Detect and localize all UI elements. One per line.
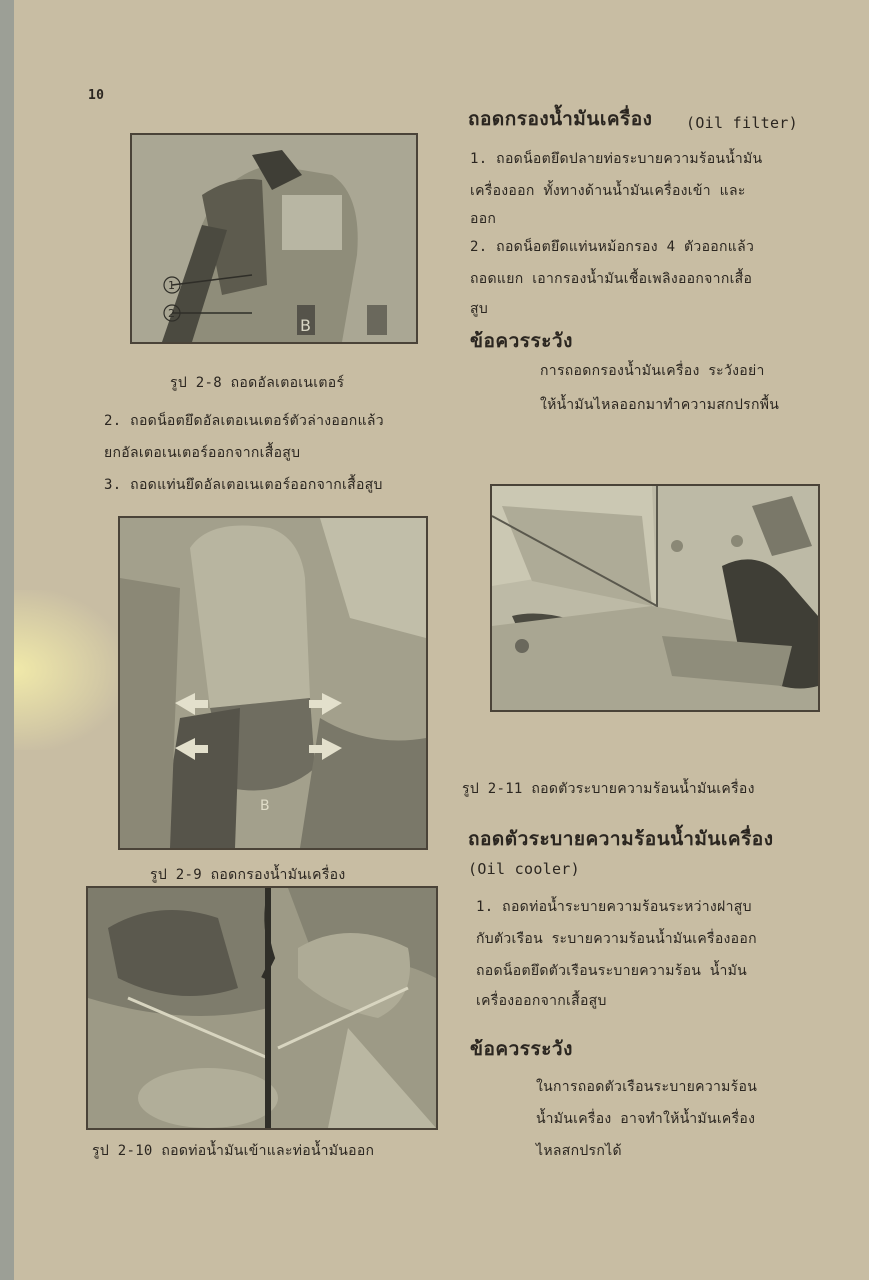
- oil-cooler-step-1-cont-2: ถอดน็อตยึดตัวเรือนระบายความร้อน น้ำมัน: [476, 963, 748, 979]
- oil-filter-step-2: 2. ถอดน็อตยึดแท่นหม้อกรอง 4 ตัวออกแล้ว: [470, 239, 755, 255]
- figure-2-8-label-2: 2: [168, 307, 175, 320]
- caution-heading-2: ข้อควรระวัง: [470, 1038, 573, 1060]
- figure-2-10-caption: รูป 2-10 ถอดท่อน้ำมันเข้าและท่อน้ำมันออก: [92, 1143, 375, 1159]
- light-glare: [14, 590, 124, 750]
- oil-filter-step-1-cont-1: เครื่องออก ทั้งทางด้านน้ำมันเครื่องเข้า และ: [470, 183, 746, 199]
- left-step-2-continued: ยกอัลเตอเนเตอร์ออกจากเสื้อสูบ: [104, 445, 301, 461]
- caution-heading-1: ข้อควรระวัง: [470, 330, 573, 352]
- book-spine-edge: [0, 0, 14, 1280]
- figure-2-9-caption: รูป 2-9 ถอดกรองน้ำมันเครื่อง: [150, 867, 346, 883]
- left-step-2: 2. ถอดน็อตยึดอัลเตอเนเตอร์ตัวล่างออกแล้ว: [104, 413, 384, 429]
- figure-2-11-caption: รูป 2-11 ถอดตัวระบายความร้อนน้ำมันเครื่อง: [462, 781, 755, 797]
- caution-2-line-3: ไหลสกปรกได้: [536, 1143, 622, 1159]
- oil-filter-step-1-cont-2: ออก: [470, 211, 497, 227]
- caution-2-line-2: น้ำมันเครื่อง อาจทำให้น้ำมันเครื่อง: [536, 1111, 756, 1127]
- figure-2-8-caption: รูป 2-8 ถอดอัลเตอเนเตอร์: [170, 375, 345, 391]
- figure-2-8-photo: [130, 133, 418, 344]
- figure-2-8-label-1: 1: [168, 279, 175, 292]
- oil-filter-step-2-cont-1: ถอดแยก เอากรองน้ำมันเชื้อเพลิงออกจากเสื้อ: [470, 271, 753, 287]
- oil-filter-step-2-cont-2: สูบ: [470, 301, 489, 317]
- oil-cooler-heading-en: (Oil cooler): [468, 860, 580, 878]
- oil-filter-heading: ถอดกรองน้ำมันเครื่อง: [468, 108, 653, 130]
- left-step-3: 3. ถอดแท่นยึดอัลเตอเนเตอร์ออกจากเสื้อสูบ: [104, 477, 383, 493]
- page-number: 10: [88, 88, 105, 103]
- figure-2-9-mark-b: B: [260, 798, 270, 814]
- oil-cooler-step-1-cont-1: กับตัวเรือน ระบายความร้อนน้ำมันเครื่องออก: [476, 931, 757, 947]
- caution-1-line-2: ให้น้ำมันไหลออกมาทำความสกปรกพื้น: [540, 397, 780, 413]
- figure-2-9-photo: [118, 516, 428, 850]
- oil-cooler-heading: ถอดตัวระบายความร้อนน้ำมันเครื่อง: [468, 828, 774, 850]
- figure-2-8-mark-b: B: [300, 316, 311, 335]
- figure-2-10-photo: [86, 886, 438, 1130]
- caution-2-line-1: ในการถอดตัวเรือนระบายความร้อน: [536, 1079, 758, 1095]
- oil-filter-heading-en: (Oil filter): [686, 114, 798, 132]
- caution-1-line-1: การถอดกรองน้ำมันเครื่อง ระวังอย่า: [540, 363, 765, 379]
- oil-cooler-step-1-cont-3: เครื่องออกจากเสื้อสูบ: [476, 993, 607, 1009]
- figure-2-11-photo: [490, 484, 820, 712]
- oil-filter-step-1: 1. ถอดน็อตยึดปลายท่อระบายความร้อนน้ำมัน: [470, 151, 763, 167]
- oil-cooler-step-1: 1. ถอดท่อน้ำระบายความร้อนระหว่างฝาสูบ: [476, 899, 752, 915]
